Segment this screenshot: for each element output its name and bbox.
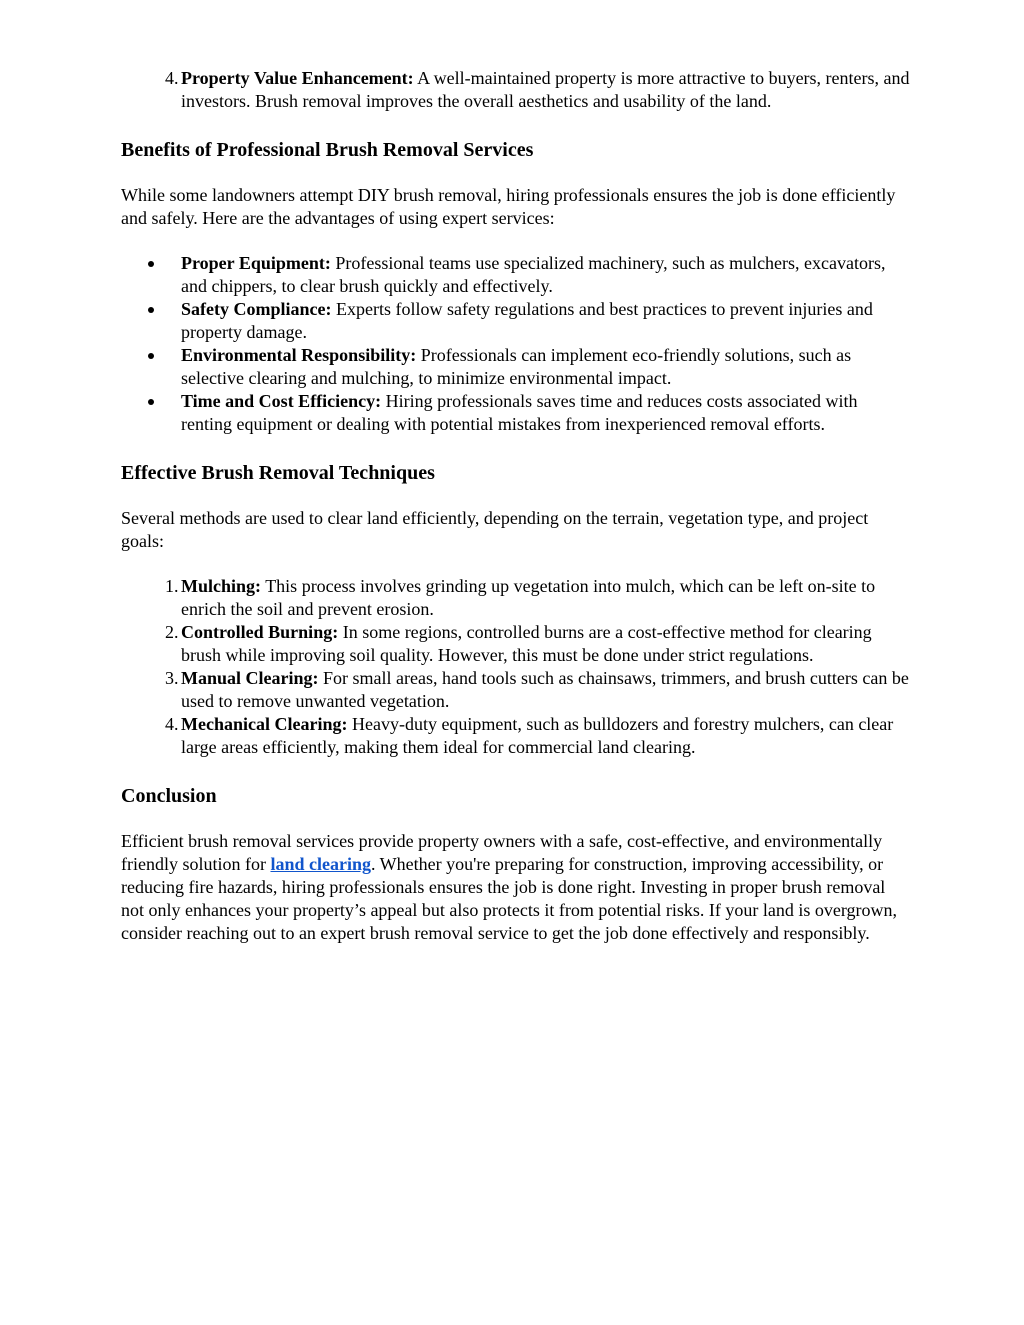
list-item-text: A well-maintained property is more attractive to buyers, renters, and investors. Brush removal improves the overall aesthetics and usability of the land. [181,68,910,111]
bullet-item [121,252,911,298]
list-number: 2. [165,622,179,642]
section-heading-techniques: Effective Brush Removal Techniques [121,462,435,484]
section-heading-conclusion: Conclusion [121,785,217,807]
list-item-text: In some regions, controlled burns are a cost-effective method for clearing brush while improving soil quality. However, this must be done under strict regulations. [181,622,872,665]
conclusion-paragraph [121,830,911,945]
bullet-text: Professional teams use specialized machinery, such as mulchers, excavators, and chippers, to clear brush quickly and effectively. [181,253,886,296]
bullet-item [121,390,911,436]
document-page [121,67,911,945]
list-item-term: Property Value Enhancement: [181,68,414,88]
bullet-term: Environmental Responsibility: [181,345,417,365]
techniques-paragraph: Several methods are used to clear land efficiently, depending on the terrain, vegetation type, and project goals: [121,508,869,551]
bullet-icon [148,399,154,405]
list-item-term: Mulching: [181,576,262,596]
section-heading-benefits: Benefits of Professional Brush Removal Services [121,139,534,161]
list-number: 1. [165,576,179,596]
list-item [121,667,911,713]
list-item-term: Mechanical Clearing: [181,714,348,734]
conclusion-text-before: Efficient brush removal services provide property owners with a safe, cost-effective, and environmentally friendly solution for [121,831,883,874]
bullet-term: Safety Compliance: [181,299,332,319]
list-number: 4. [165,714,179,734]
list-item-text: For small areas, hand tools such as chainsaws, trimmers, and brush cutters can be used to remove unwanted vegetation. [181,668,909,711]
list-number: 3. [165,668,179,688]
list-item [121,621,911,667]
bullet-text: Experts follow safety regulations and best practices to prevent injuries and property damage. [181,299,873,342]
bullet-icon [148,353,154,359]
benefits-paragraph: While some landowners attempt DIY brush removal, hiring professionals ensures the job is done efficiently and safely. Here are the advantages of using expert services: [121,185,896,228]
conclusion-text-after: . Whether you're preparing for construction, improving accessibility, or reducing fire hazards, hiring professionals ensures the job is done right. Investing in proper brush removal not only enhances your property’s appeal but also protects it from potential risks. If your land is overgrown, consider reaching out to an expert brush removal service to get the job done effectively and responsibly. [121,854,897,943]
bullet-term: Proper Equipment: [181,253,331,273]
list-item-text: Heavy-duty equipment, such as bulldozers and forestry mulchers, can clear large areas efficiently, making them ideal for commercial land clearing. [181,714,894,757]
bullet-term: Time and Cost Efficiency: [181,391,382,411]
list-item-term: Manual Clearing: [181,668,319,688]
list-item [121,713,911,759]
list-item-text: This process involves grinding up vegetation into mulch, which can be left on-site to enrich the soil and prevent erosion. [181,576,876,619]
list-number: 4. [165,68,179,88]
bullet-text: Professionals can implement eco-friendly solutions, such as selective clearing and mulching, to minimize environmental impact. [181,345,852,388]
bullet-text: Hiring professionals saves time and reduces costs associated with renting equipment or dealing with potential mistakes from inexperienced removal efforts. [181,391,858,434]
list-item-term: Controlled Burning: [181,622,339,642]
bullet-item [121,298,911,344]
bullet-icon [148,307,154,313]
list-item [121,575,911,621]
list-item [121,67,911,113]
bullet-item [121,344,911,390]
land-clearing-link[interactable]: land clearing [270,854,371,874]
bullet-icon [148,261,154,267]
